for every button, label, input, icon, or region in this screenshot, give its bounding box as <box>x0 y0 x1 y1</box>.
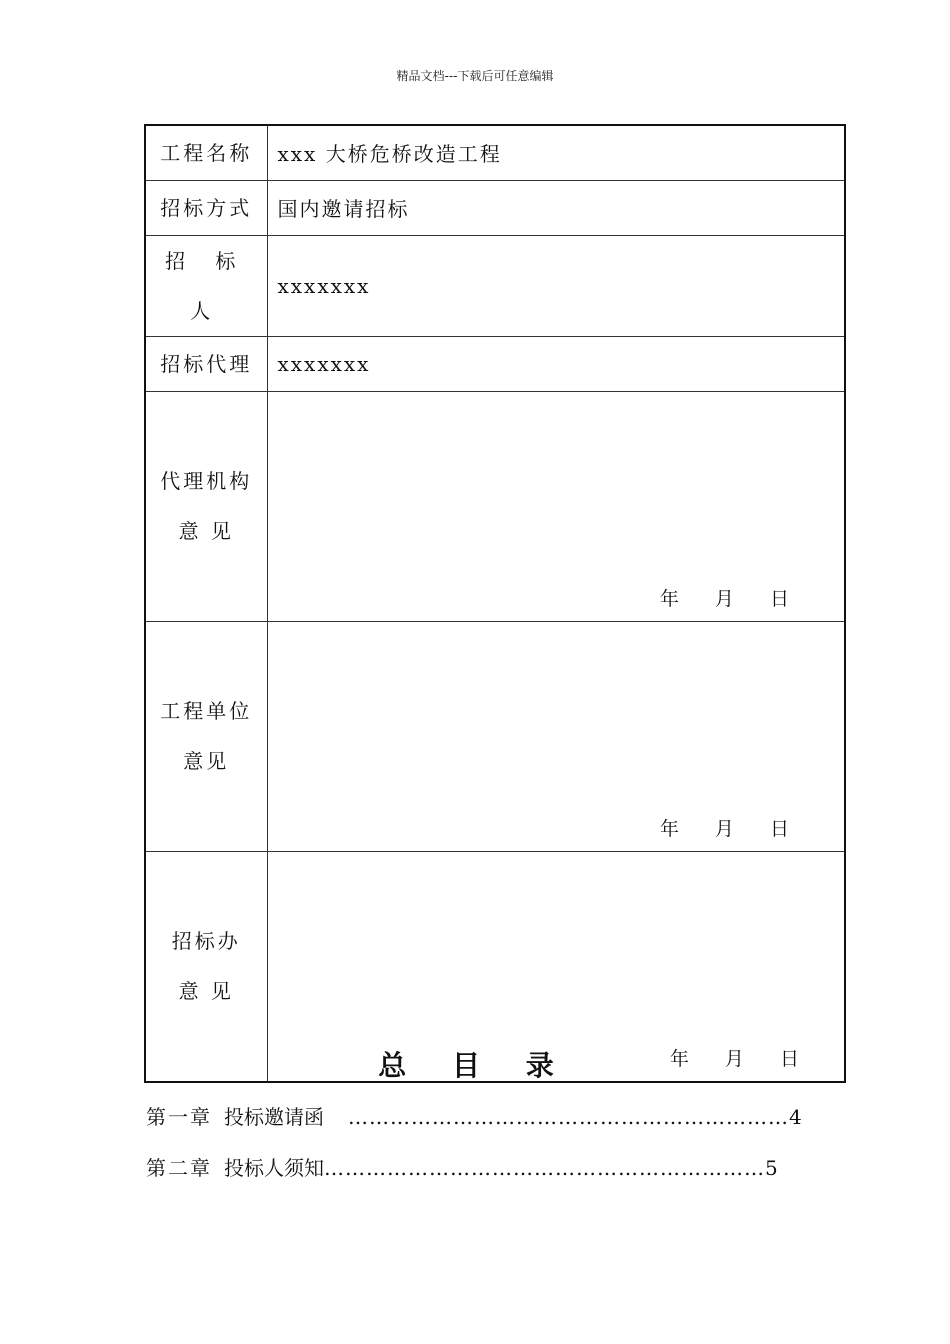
month-label: 月 <box>724 1047 744 1070</box>
toc-title: 总 目 录 <box>378 1049 572 1082</box>
label-cell <box>145 336 267 391</box>
year-label: 年 <box>659 817 679 840</box>
label-cell <box>145 125 267 180</box>
day-label: 日 <box>769 817 789 840</box>
agency-opinion-label <box>146 456 267 556</box>
toc-leader-dots: ……………………………………………………… <box>324 1156 765 1180</box>
year-label: 年 <box>669 1047 689 1070</box>
label-cell <box>145 621 267 851</box>
toc-chapter: 第二章 <box>146 1156 212 1180</box>
label-cell <box>145 180 267 235</box>
agency-opinion-field[interactable] <box>267 391 845 621</box>
toc-chapter: 第一章 <box>146 1105 212 1129</box>
form-row-tenderer <box>145 235 845 336</box>
agency-opinion-label-line1: 代理机构 <box>160 469 253 493</box>
year-label: 年 <box>659 587 679 610</box>
value-cell <box>267 125 845 180</box>
tenderer-value: xxxxxxx <box>277 273 371 298</box>
form-row-agent <box>145 336 845 391</box>
bid-office-opinion-label-line2: 意 见 <box>178 979 234 1003</box>
page-header: 精品文档---下载后可任意编辑 <box>396 69 554 83</box>
bid-method-label: 招标方式 <box>160 195 253 220</box>
toc-entry-title: 投标邀请函 <box>224 1105 324 1129</box>
project-name-value: xxx 大桥危桥改造工程 <box>277 142 502 167</box>
day-label: 日 <box>779 1047 799 1070</box>
agency-opinion-label-line2: 意 见 <box>178 519 234 543</box>
month-label: 月 <box>714 587 734 610</box>
form-row-agency-opinion <box>145 391 845 621</box>
unit-opinion-label-line2: 意见 <box>183 749 230 773</box>
toc-page-number: 4 <box>789 1105 802 1129</box>
bid-info-form <box>144 124 846 1083</box>
tenderer-label: 招 标 人 <box>165 248 248 323</box>
day-label: 日 <box>769 587 789 610</box>
toc-item[interactable] <box>146 1101 802 1130</box>
bid-method-value: 国内邀请招标 <box>277 197 410 221</box>
bid-office-opinion-label-line1: 招标办 <box>171 929 241 953</box>
form-row-unit-opinion <box>145 621 845 851</box>
date-line <box>660 584 789 611</box>
bid-office-opinion-label <box>146 916 267 1016</box>
opinion-area <box>268 622 845 851</box>
date-line <box>660 814 789 841</box>
toc-leader-dots: ……………………………………………………… <box>348 1105 789 1129</box>
value-cell <box>267 235 845 336</box>
form-row-bid-method <box>145 180 845 235</box>
label-cell <box>145 391 267 621</box>
toc-page-number: 5 <box>765 1156 778 1180</box>
value-cell <box>267 180 845 235</box>
month-label: 月 <box>714 817 734 840</box>
agent-label: 招标代理 <box>160 351 253 376</box>
label-cell <box>145 235 267 336</box>
agent-value: xxxxxxx <box>277 351 371 376</box>
unit-opinion-field[interactable] <box>267 621 845 851</box>
toc-entry-title: 投标人须知 <box>224 1156 324 1180</box>
unit-opinion-label <box>146 686 267 786</box>
toc-item[interactable] <box>146 1152 778 1181</box>
opinion-area <box>268 392 845 621</box>
unit-opinion-label-line1: 工程单位 <box>160 699 253 723</box>
value-cell <box>267 336 845 391</box>
form-row-project-name <box>145 125 845 180</box>
project-name-label: 工程名称 <box>160 140 253 165</box>
